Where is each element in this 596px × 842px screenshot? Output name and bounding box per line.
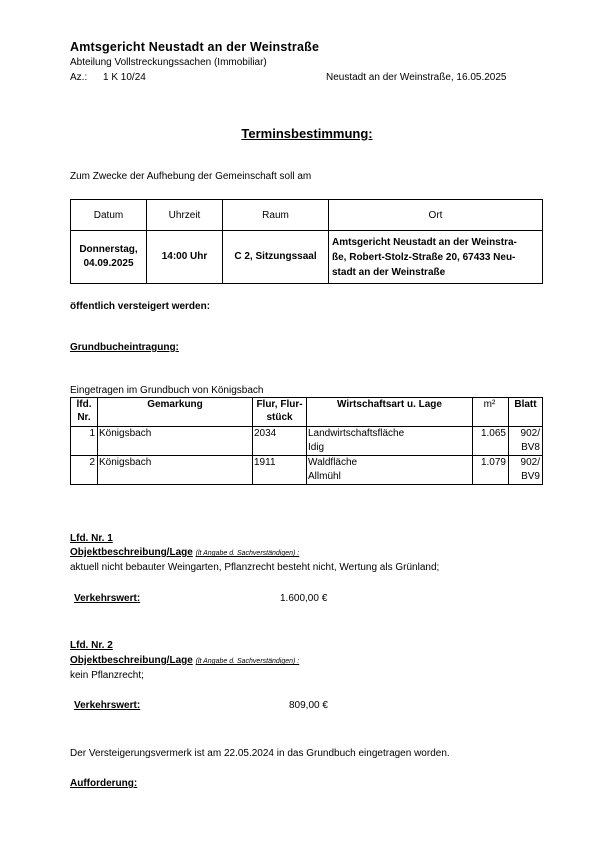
item-2-object-note: (lt Angabe d. Sachverständigen) : (195, 658, 300, 665)
row-blatt-1: 902/ (520, 457, 540, 468)
row-art-2: Idig (308, 442, 325, 453)
department: Abteilung Vollstreckungssachen (Immobiliar) (70, 57, 267, 68)
item-1-object-label: Objektbeschreibung/Lage (70, 547, 193, 558)
item-1-description: aktuell nicht bebauter Weingarten, Pflanzrecht besteht nicht, Wertung als Grünland; (70, 562, 440, 573)
item-1-object-note: (lt Angabe d. Sachverständigen) : (195, 550, 300, 557)
auction-text: öffentlich versteigert werden: (70, 301, 211, 312)
aufforderung-heading: Aufforderung: (70, 778, 138, 789)
row-wirtschaftsart (307, 427, 473, 456)
row-blatt (509, 456, 543, 485)
item-2-value-label: Verkehrswert: (74, 700, 141, 711)
row-gemarkung: Königsbach (98, 427, 253, 456)
table-row (71, 456, 543, 485)
header-flur-2: stück (266, 412, 293, 423)
row-gemarkung: Königsbach (98, 456, 253, 485)
date-value: 04.09.2025 (83, 258, 134, 269)
appointment-place (329, 231, 543, 284)
grundbuch-intro: Eingetragen im Grundbuch von Königsbach (70, 385, 264, 396)
appointment-date (71, 231, 147, 284)
appointment-row (71, 231, 543, 284)
item-1-value-label: Verkehrswert: (74, 593, 141, 604)
row-qm: 1.065 (473, 427, 509, 456)
appointment-time: 14:00 Uhr (147, 231, 223, 284)
item-1-number: Lfd. Nr. 1 (70, 533, 113, 544)
item-1-value: 1.600,00 € (280, 593, 328, 604)
header-lfd-nr (71, 398, 98, 427)
row-blatt (509, 427, 543, 456)
header-flur (253, 398, 307, 427)
item-2-object-label: Objektbeschreibung/Lage (70, 655, 193, 666)
item-2-object-heading (70, 655, 299, 666)
appointment-header-row (71, 200, 543, 231)
item-2-description: kein Pflanzrecht; (70, 670, 144, 681)
row-nr: 2 (71, 456, 98, 485)
header-gemarkung: Gemarkung (98, 398, 253, 427)
row-flur: 2034 (253, 427, 307, 456)
header-nr: Nr. (77, 412, 91, 423)
file-number: 1 K 10/24 (103, 72, 146, 83)
row-nr: 1 (71, 427, 98, 456)
header-lfd: lfd. (76, 399, 92, 410)
place-line-2: ße, Robert-Stolz-Straße 20, 67433 Neu- (332, 251, 516, 263)
row-blatt-2: BV8 (521, 442, 540, 453)
header-wirtschaftsart: Wirtschaftsart u. Lage (307, 398, 473, 427)
row-art-2: Allmühl (308, 471, 341, 482)
header-raum: Raum (223, 200, 329, 231)
item-1-object-heading (70, 547, 299, 558)
place-date: Neustadt an der Weinstraße, 16.05.2025 (326, 72, 507, 83)
intro-text: Zum Zwecke der Aufhebung der Gemeinschaft soll am (70, 171, 312, 182)
place-line-3: stadt an der Weinstraße (332, 266, 446, 278)
row-wirtschaftsart (307, 456, 473, 485)
row-art-1: Landwirtschaftsfläche (308, 428, 405, 439)
item-2-value: 809,00 € (289, 700, 328, 711)
row-blatt-2: BV9 (521, 471, 540, 482)
place-line-1: Amtsgericht Neustadt an der Weinstra- (332, 236, 517, 248)
document-title: Terminsbestimmung: (241, 126, 373, 141)
header-blatt: Blatt (509, 398, 543, 427)
table-row (71, 427, 543, 456)
header-datum: Datum (71, 200, 147, 231)
court-name: Amtsgericht Neustadt an der Weinstraße (70, 40, 320, 54)
row-flur: 1911 (253, 456, 307, 485)
grundbuch-header-row (71, 398, 543, 427)
header-uhrzeit: Uhrzeit (147, 200, 223, 231)
closing-text: Der Versteigerungsvermerk ist am 22.05.2024 in das Grundbuch eingetragen worden. (70, 748, 450, 759)
grundbuch-table (70, 397, 543, 485)
file-number-label: Az.: (70, 72, 88, 83)
header-flur-1: Flur, Flur- (256, 399, 303, 410)
header-qm: m² (473, 398, 509, 427)
date-weekday: Donnerstag, (79, 244, 138, 255)
row-qm: 1.079 (473, 456, 509, 485)
grundbuch-heading: Grundbucheintragung: (70, 342, 179, 353)
item-2-number: Lfd. Nr. 2 (70, 640, 113, 651)
header-ort: Ort (329, 200, 543, 231)
row-art-1: Waldfläche (308, 457, 358, 468)
row-blatt-1: 902/ (520, 428, 540, 439)
appointment-table (70, 199, 543, 284)
appointment-room: C 2, Sitzungssaal (223, 231, 329, 284)
